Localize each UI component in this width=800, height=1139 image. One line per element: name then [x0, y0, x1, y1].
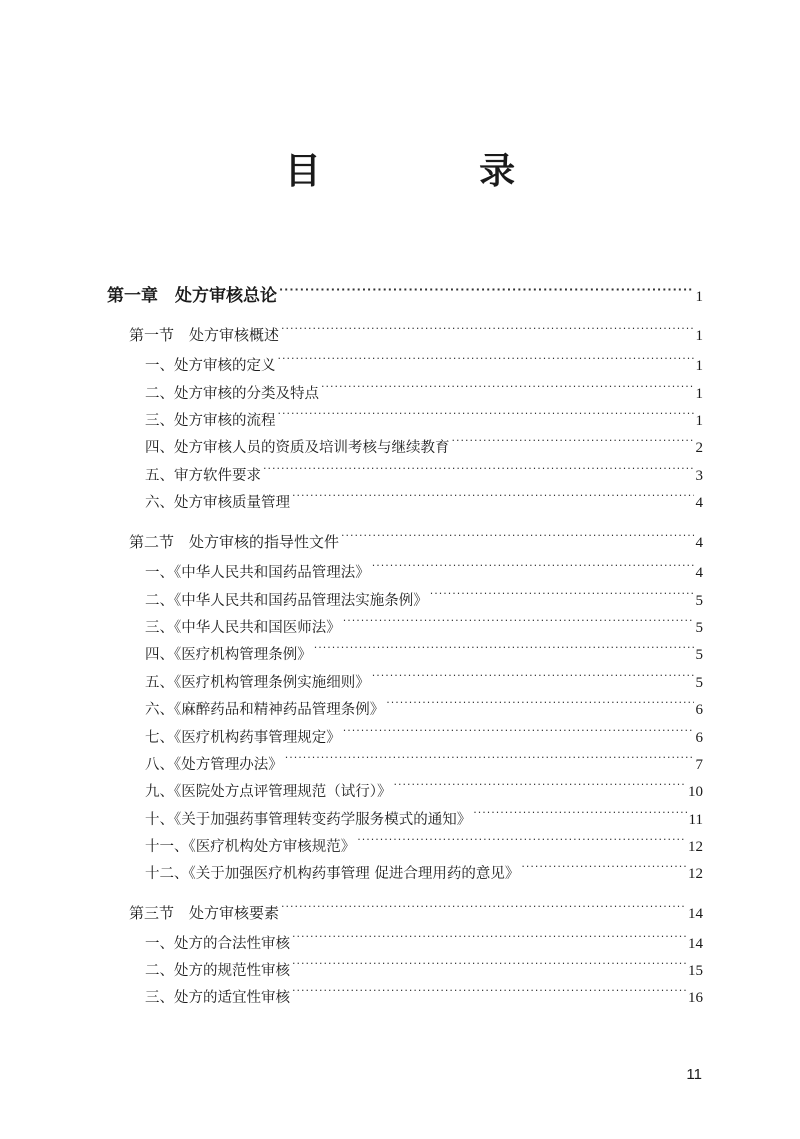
toc-entry-label: 二、《中华人民共和国药品管理法实施条例》 — [145, 593, 428, 609]
toc-entry-label: 第一章 处方审核总论 — [107, 286, 277, 306]
toc-entry-page: 4 — [695, 535, 703, 551]
toc-entry-page: 15 — [688, 963, 703, 979]
dot-leader — [386, 700, 693, 715]
toc-entry-page: 4 — [695, 565, 703, 581]
toc-entry-page: 5 — [695, 620, 703, 636]
toc-entry-page: 6 — [695, 702, 703, 718]
toc-entry-page: 2 — [695, 440, 703, 456]
dot-leader — [278, 356, 694, 371]
toc-entry-label: 三、处方的适宜性审核 — [145, 990, 290, 1006]
dot-leader — [394, 782, 687, 797]
toc-chapter-entry[interactable] — [107, 283, 703, 310]
dot-leader — [279, 284, 694, 301]
dot-leader — [292, 988, 686, 1003]
toc-entry-page: 6 — [695, 730, 703, 746]
dot-leader — [263, 466, 694, 481]
toc-entry-label: 第三节 处方审核要素 — [129, 904, 280, 922]
toc-entry-page: 10 — [688, 784, 703, 800]
toc-entry-page: 1 — [695, 328, 703, 344]
toc-entry-label: 四、《医疗机构管理条例》 — [145, 647, 312, 663]
toc-entry-page: 5 — [695, 647, 703, 663]
dot-leader — [321, 384, 694, 399]
dot-leader — [278, 411, 694, 426]
toc-entry-label: 九、《医院处方点评管理规范（试行）》 — [145, 784, 392, 800]
toc-section-entry[interactable] — [129, 900, 703, 927]
toc-entry-label: 十二、《关于加强医疗机构药事管理 促进合理用药的意见》 — [145, 866, 520, 882]
toc-section-entry[interactable] — [129, 322, 703, 349]
toc-entry-label: 六、《麻醉药品和精神药品管理条例》 — [145, 702, 385, 718]
toc-item-entry[interactable] — [145, 615, 703, 641]
dot-leader — [430, 591, 694, 606]
dot-leader — [473, 810, 686, 825]
toc-item-entry[interactable] — [145, 779, 703, 805]
dot-leader — [372, 673, 694, 688]
toc-entry-page: 1 — [695, 413, 703, 429]
toc-item-entry[interactable] — [145, 958, 703, 984]
dot-leader — [452, 438, 694, 453]
toc-entry-label: 七、《医疗机构药事管理规定》 — [145, 730, 341, 746]
dot-leader — [357, 837, 686, 852]
toc-entry-label: 一、处方审核的定义 — [145, 358, 276, 374]
toc-item-entry[interactable] — [145, 697, 703, 723]
toc-entry-label: 二、处方审核的分类及特点 — [145, 386, 319, 402]
dot-leader — [343, 728, 694, 743]
toc-item-entry[interactable] — [145, 931, 703, 957]
toc-entry-label: 十一、《医疗机构处方审核规范》 — [145, 839, 356, 855]
toc-item-entry[interactable] — [145, 985, 703, 1011]
dot-leader — [341, 532, 693, 547]
toc-entry-label: 第二节 处方审核的指导性文件 — [129, 533, 340, 551]
toc-item-entry[interactable] — [145, 463, 703, 489]
toc-entry-page: 4 — [695, 495, 703, 511]
toc-entry-label: 四、处方审核人员的资质及培训考核与继续教育 — [145, 440, 450, 456]
dot-leader — [281, 325, 693, 340]
toc-item-entry[interactable] — [145, 670, 703, 696]
toc-item-entry[interactable] — [145, 560, 703, 586]
toc-item-entry[interactable] — [145, 353, 703, 379]
toc-item-entry[interactable] — [145, 834, 703, 860]
toc-item-entry[interactable] — [145, 588, 703, 614]
toc-entry-page: 1 — [695, 358, 703, 374]
toc-item-entry[interactable] — [145, 752, 703, 778]
dot-leader — [372, 563, 694, 578]
toc-entry-label: 一、处方的合法性审核 — [145, 936, 290, 952]
toc-entry-label: 第一节 处方审核概述 — [129, 326, 280, 344]
toc-entry-label: 六、处方审核质量管理 — [145, 495, 290, 511]
toc-entry-page: 5 — [695, 593, 703, 609]
dot-leader — [281, 903, 686, 918]
toc-item-entry[interactable] — [145, 435, 703, 461]
toc-item-entry[interactable] — [145, 725, 703, 751]
dot-leader — [292, 934, 686, 949]
toc-item-entry[interactable] — [145, 642, 703, 668]
toc-section-entry[interactable] — [129, 529, 703, 556]
toc-entry-label: 五、审方软件要求 — [145, 468, 261, 484]
toc-entry-page: 14 — [688, 906, 703, 922]
dot-leader — [521, 864, 686, 879]
dot-leader — [285, 755, 694, 770]
toc-entry-page: 11 — [688, 812, 703, 828]
toc-entry-page: 14 — [688, 936, 703, 952]
toc-entry-label: 八、《处方管理办法》 — [145, 757, 283, 773]
dot-leader — [314, 645, 694, 660]
toc-entry-label: 十、《关于加强药事管理转变药学服务模式的通知》 — [145, 812, 472, 828]
toc-entry-page: 1 — [695, 289, 703, 305]
toc-item-entry[interactable] — [145, 490, 703, 516]
toc-item-entry[interactable] — [145, 861, 703, 887]
toc-entry-page: 1 — [695, 386, 703, 402]
toc-entry-page: 12 — [688, 839, 703, 855]
toc-entry-label: 二、处方的规范性审核 — [145, 963, 290, 979]
toc-entry-label: 三、处方审核的流程 — [145, 413, 276, 429]
toc-item-entry[interactable] — [145, 807, 703, 833]
toc-entry-label: 一、《中华人民共和国药品管理法》 — [145, 565, 370, 581]
dot-leader — [343, 618, 694, 633]
toc-item-entry[interactable] — [145, 408, 703, 434]
toc-entry-label: 三、《中华人民共和国医师法》 — [145, 620, 341, 636]
page-number: 11 — [686, 1066, 702, 1083]
toc-entry-page: 16 — [688, 990, 703, 1006]
toc-item-entry[interactable] — [145, 381, 703, 407]
toc-entry-page: 5 — [695, 675, 703, 691]
dot-leader — [292, 493, 694, 508]
toc-entry-page: 7 — [695, 757, 703, 773]
toc-title: 目 录 — [284, 151, 577, 192]
dot-leader — [292, 961, 686, 976]
toc-entry-label: 五、《医疗机构管理条例实施细则》 — [145, 675, 370, 691]
toc-entry-page: 12 — [688, 866, 703, 882]
toc-entry-page: 3 — [695, 468, 703, 484]
